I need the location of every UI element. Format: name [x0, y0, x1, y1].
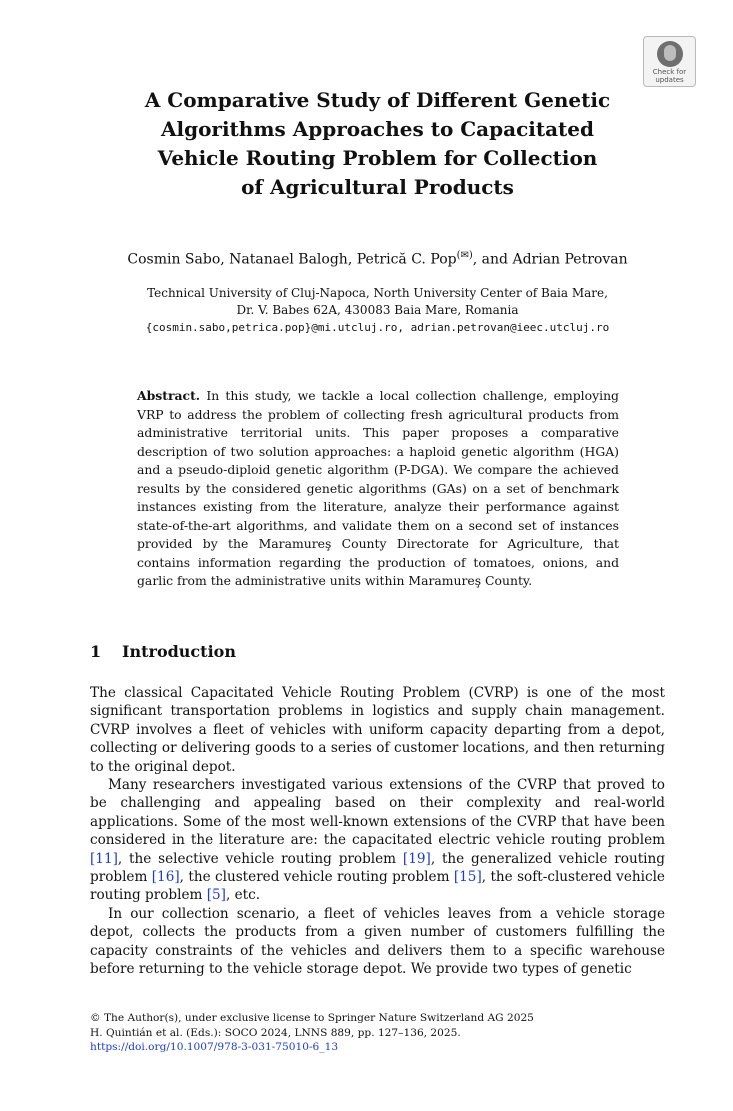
- authors-before: Cosmin Sabo, Natanael Balogh, Petrică C. Pop: [127, 251, 457, 268]
- author-list: [90, 246, 665, 270]
- affiliation-line1: Technical University of Cluj-Napoca, North University Center of Baia Mare,: [147, 286, 608, 300]
- author-emails: {cosmin.sabo,petrica.pop}@mi.utcluj.ro, adrian.petrovan@ieec.utcluj.ro: [145, 321, 610, 334]
- title-line: Vehicle Routing Problem for Collection: [157, 146, 598, 170]
- abstract-text: In this study, we tackle a local collection challenge, employing VRP to address the problem of collecting fresh agricultural products from administrative territorial units. This paper proposes a comparative description of two solution approaches: a haploid genetic algorithm (HGA) and a pseudo-diploid genetic algorithm (P-DGA). We compare the achieved results by the considered genetic algorithms (GAs) on a set of benchmark instances existing from the literature, analyze their performance against state-of-the-art algorithms, and validate them on a second set of instances provided by the Maramureş County Directorate for Agriculture, that contains information regarding the production of tomatoes, onions, and garlic from the administrative units within Maramureş County.: [137, 388, 619, 588]
- badge-line1: Check for: [652, 68, 687, 76]
- check-for-updates-badge[interactable]: [643, 36, 696, 87]
- check-updates-icon: [657, 41, 683, 67]
- citation-link[interactable]: [5]: [206, 887, 226, 904]
- citation-link[interactable]: [19]: [402, 850, 431, 867]
- p2-text: Many researchers investigated various extensions of the CVRP that proved to be challenging and appealing based on their complexity and real-world applications. Some of the most well-known extensions of the CVRP that have been considered in the literature are: the capacitated electric vehicle routing problem: [90, 777, 665, 849]
- doi-link[interactable]: https://doi.org/10.1007/978-3-031-75010-6_13: [90, 1041, 339, 1053]
- badge-line2: updates: [655, 76, 684, 84]
- copyright-line: © The Author(s), under exclusive license to Springer Nature Switzerland AG 2025: [90, 1012, 534, 1024]
- paragraph-2: [90, 776, 665, 905]
- citation-link[interactable]: [11]: [90, 850, 118, 867]
- authors-after: , and Adrian Petrovan: [472, 251, 628, 268]
- title-line: A Comparative Study of Different Genetic: [144, 88, 611, 112]
- abstract-label: Abstract.: [137, 388, 201, 403]
- citation-link[interactable]: [15]: [453, 869, 482, 886]
- paragraph-1: The classical Capacitated Vehicle Routing Problem (CVRP) is one of the most significant transportation problems in logistics and supply chain management. CVRP involves a fleet of vehicles with uniform capacity departing from a depot, collecting or delivering goods to a series of customer locations, and then returning to the original depot.: [90, 685, 665, 775]
- section-number: 1: [90, 642, 102, 661]
- citation-link[interactable]: [16]: [151, 869, 180, 886]
- copyright-footer: [90, 1011, 665, 1055]
- paper-title: [90, 86, 665, 202]
- body-text: [90, 684, 665, 979]
- title-line: Algorithms Approaches to Capacitated: [160, 117, 594, 141]
- paragraph-3: In our collection scenario, a fleet of vehicles leaves from a vehicle storage depot, collects the products from a given number of customers fulfilling the capacity constraints of the vehicles and delivers them to a specific warehouse before returning to the vehicle storage depot. We provide two types of genetic: [90, 905, 665, 978]
- p2-text: , etc.: [225, 887, 261, 904]
- affiliation-line2: Dr. V. Babes 62A, 430083 Baia Mare, Romania: [236, 303, 519, 317]
- title-line: of Agricultural Products: [241, 175, 514, 199]
- p2-text: , the clustered vehicle routing problem: [179, 869, 454, 886]
- section-title: Introduction: [122, 642, 236, 661]
- section-heading: [90, 642, 236, 661]
- abstract: [137, 387, 619, 591]
- affiliation: [90, 285, 665, 336]
- citation-line: H. Quintián et al. (Eds.): SOCO 2024, LNNS 889, pp. 127–136, 2025.: [90, 1026, 461, 1039]
- corresponding-author-mark: (✉): [456, 250, 473, 261]
- p2-text: , the soft-clustered vehicle routing problem: [90, 869, 665, 904]
- p2-text: , the generalized vehicle routing problem: [90, 850, 665, 886]
- p2-text: , the selective vehicle routing problem: [117, 850, 403, 867]
